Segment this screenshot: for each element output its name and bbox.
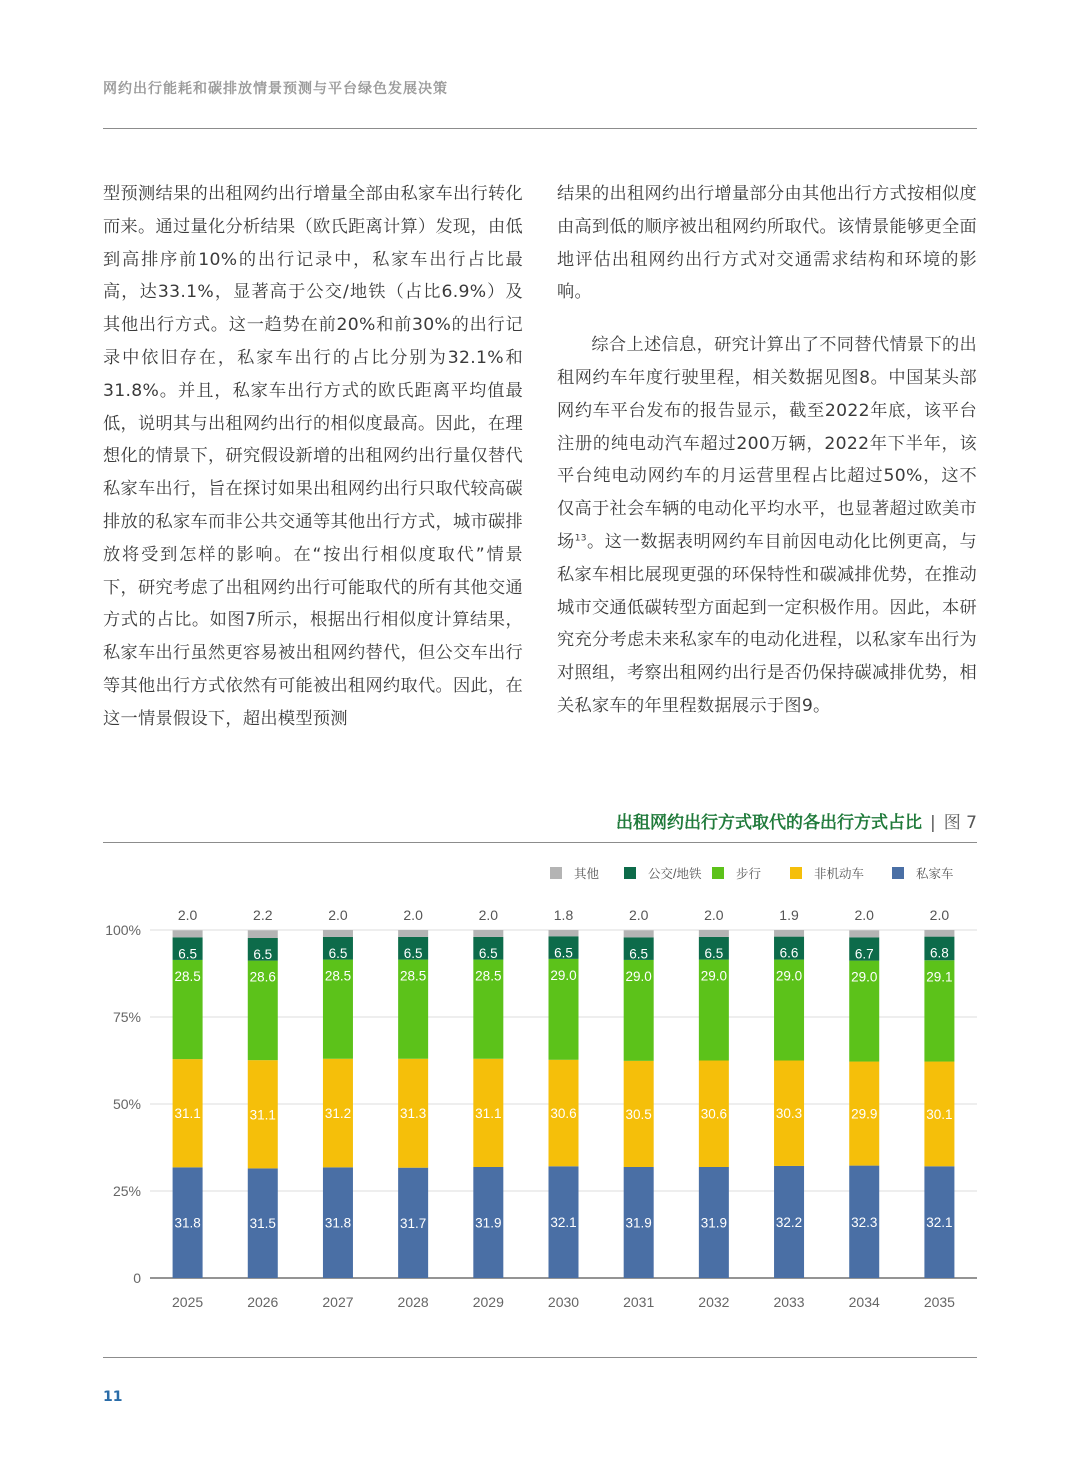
body-text: 综合上述信息，研究计算出了不同替代情景下的出租网约车年度行驶里程，相关数据见图8。中国某头部网约车平台发布的报告显示，截至2022年底，该平台注册的纯电动汽车超过200万辆，2022年下半年，该平台纯电动网约车的月运营里程占比超过50%，这不仅高于社会车辆的电动化平均水平，也显著超过欧美市场: [557, 335, 977, 552]
data-label: 32.1: [926, 1215, 953, 1231]
bar-segment: [473, 930, 503, 937]
data-label: 28.6: [249, 969, 276, 985]
data-label: 31.9: [700, 1215, 728, 1231]
data-label: 6.5: [704, 945, 724, 961]
x-tick-label: 2028: [397, 1294, 429, 1310]
data-label: 6.5: [478, 945, 498, 961]
data-label: 1.8: [553, 907, 574, 923]
legend-swatch: [550, 867, 562, 879]
data-label: 2.0: [328, 907, 348, 923]
data-label: 29.0: [775, 968, 803, 984]
bar-segment: [173, 930, 203, 937]
bar-segment: [624, 930, 654, 937]
data-label: 6.5: [554, 945, 573, 961]
data-label: 31.8: [174, 1215, 201, 1231]
body-text: 。这一数据表明网约车目前因电动化比例更高，与私家车相比展现更强的环保特性和碳减排优势，在推动城市交通低碳转型方面起到一定积极作用。因此，本研究充分考虑未来私家车的电动化进程，以私家车出行为对照组，考察出租网约出行是否仍保持碳减排优势，相关私家车的年里程数据展示于图9。: [557, 531, 977, 716]
data-label: 6.5: [403, 945, 423, 961]
data-label: 30.6: [700, 1106, 728, 1122]
data-label: 30.6: [550, 1106, 577, 1122]
data-label: 32.1: [550, 1215, 577, 1231]
data-label: 6.5: [629, 946, 649, 962]
bar-segment: [398, 930, 428, 937]
y-tick-label: 50%: [112, 1096, 141, 1112]
data-label: 31.1: [475, 1105, 502, 1121]
y-tick-label: 75%: [112, 1009, 141, 1025]
data-label: 2.2: [253, 907, 273, 923]
x-tick-label: 2030: [547, 1294, 580, 1310]
data-label: 28.5: [324, 968, 352, 984]
data-label: 2.0: [854, 907, 874, 923]
x-tick-label: 2035: [923, 1294, 955, 1310]
data-label: 29.9: [851, 1106, 878, 1122]
legend-swatch: [790, 867, 802, 879]
legend-label: 私家车: [916, 867, 954, 881]
data-label: 31.8: [324, 1215, 352, 1231]
data-label: 31.7: [399, 1215, 427, 1231]
x-tick-label: 2032: [698, 1294, 730, 1310]
data-label: 29.0: [550, 967, 577, 983]
data-label: 31.2: [324, 1106, 352, 1122]
y-tick-label: 0: [133, 1270, 141, 1286]
figure-number: 图 7: [943, 813, 977, 833]
data-label: 2.0: [628, 907, 649, 923]
data-label: 28.5: [475, 968, 502, 984]
caption-separator: |: [930, 813, 936, 833]
data-label: 28.5: [174, 968, 201, 984]
data-label: 29.0: [625, 968, 652, 984]
data-label: 2.0: [403, 907, 423, 923]
y-tick-label: 100%: [105, 922, 141, 938]
data-label: 2.0: [704, 907, 724, 923]
data-label: 6.6: [779, 945, 799, 961]
data-label: 29.0: [700, 968, 728, 984]
data-label: 32.2: [775, 1214, 803, 1230]
data-label: 31.5: [249, 1216, 276, 1232]
data-label: 6.5: [253, 947, 273, 963]
legend-swatch: [712, 867, 724, 879]
bar-segment: [323, 930, 353, 937]
bar-segment: [774, 930, 804, 937]
x-tick-label: 2033: [773, 1294, 805, 1310]
x-tick-label: 2029: [472, 1294, 504, 1310]
data-label: 6.5: [328, 945, 348, 961]
legend-label: 非机动车: [814, 867, 865, 881]
data-label: 2.0: [478, 907, 499, 923]
running-header: 网约出行能耗和碳排放情景预测与平台绿色发展决策: [103, 81, 448, 97]
data-label: 30.5: [625, 1106, 652, 1122]
x-tick-label: 2034: [848, 1294, 880, 1310]
bar-segment: [248, 930, 278, 938]
x-tick-label: 2025: [172, 1294, 204, 1310]
body-paragraph: 结果的出租网约出行增量部分由其他出行方式按相似度由高到低的顺序被出租网约所取代。该情景能够更全面地评估出租网约出行方式对交通需求结构和环境的影响。: [557, 184, 977, 303]
data-label: 2.0: [177, 907, 198, 923]
x-tick-label: 2031: [623, 1294, 655, 1310]
footer-divider: [103, 1357, 977, 1358]
legend-label: 其他: [574, 867, 600, 881]
data-label: 31.9: [475, 1215, 502, 1231]
legend-label: 公交/地铁: [648, 867, 702, 881]
bar-segment: [549, 930, 579, 936]
legend-swatch: [624, 867, 636, 879]
data-label: 31.1: [249, 1107, 276, 1123]
data-label: 31.9: [625, 1215, 652, 1231]
x-tick-label: 2026: [247, 1294, 279, 1310]
data-label: 30.1: [926, 1106, 953, 1122]
x-tick-label: 2027: [322, 1294, 354, 1310]
data-label: 1.9: [779, 907, 799, 923]
bar-segment: [924, 930, 954, 937]
data-label: 29.1: [926, 969, 953, 985]
data-label: 6.8: [930, 945, 949, 961]
bar-segment: [699, 930, 729, 937]
legend-swatch: [892, 867, 904, 879]
page-number: 11: [103, 1389, 123, 1405]
body-paragraph: 型预测结果的出租网约出行增量全部由私家车出行转化而来。通过量化分析结果（欧氏距离计算）发现，由低到高排序前10%的出行记录中，私家车出行占比最高，达33.1%，显著高于公交/地铁（占比6.9%）及其他出行方式。这一趋势在前20%和前30%的出行记录中依旧存在，私家车出行的占比分别为32.1%和31.8%。并且，私家车出行方式的欧氏距离平均值最低，说明其与出租网约出行的相似度最高。因此，在理想化的情景下，研究假设新增的出租网约出行量仅替代私家车出行，旨在探讨如果出租网约出行只取代较高碳排放的私家车而非公共交通等其他出行方式，城市碳排放将受到怎样的影响。在“按出行相似度取代”情景下，研究考虑了出租网约出行可能取代的所有其他交通方式的占比。如图7所示，根据出行相似度计算结果，私家车出行虽然更容易被出租网约替代，但公交车出行等其他出行方式依然有可能被出租网约取代。因此，在这一情景假设下，超出模型预测: [103, 184, 523, 729]
bar-segment: [849, 930, 879, 937]
data-label: 28.5: [399, 968, 427, 984]
data-label: 31.3: [399, 1106, 427, 1122]
data-label: 30.3: [775, 1106, 803, 1122]
data-label: 6.5: [178, 946, 197, 962]
footnote-reference[interactable]: 13: [574, 533, 587, 544]
data-label: 32.3: [851, 1214, 878, 1230]
figure-title: 出租网约出行方式取代的各出行方式占比: [616, 813, 923, 833]
data-label: 2.0: [929, 907, 950, 923]
legend-label: 步行: [736, 867, 762, 881]
data-label: 29.0: [851, 969, 878, 985]
data-label: 31.1: [174, 1106, 201, 1122]
data-label: 6.7: [854, 946, 874, 962]
y-tick-label: 25%: [112, 1183, 141, 1199]
